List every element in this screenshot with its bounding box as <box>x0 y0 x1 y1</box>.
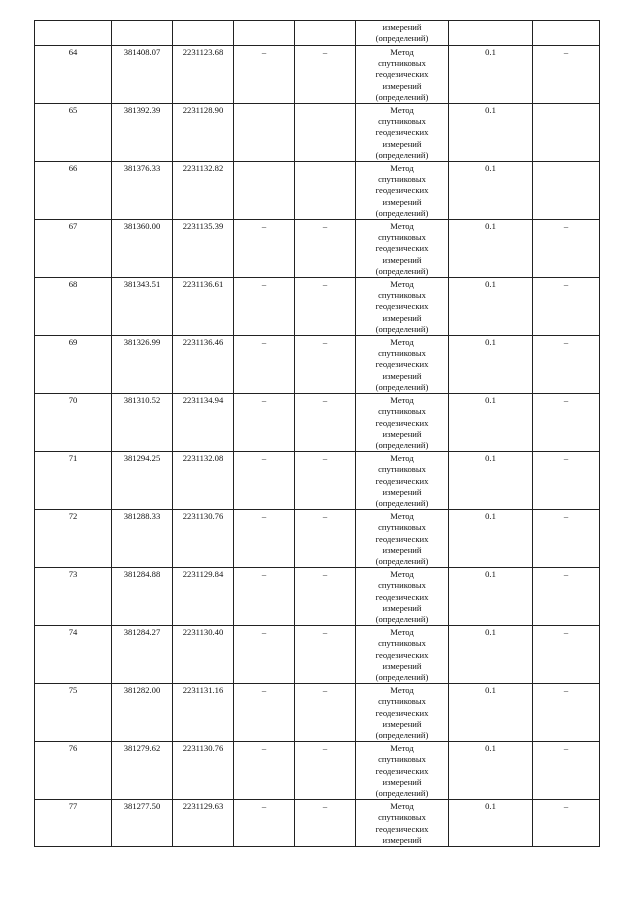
cell-col5 <box>295 21 356 46</box>
cell-method <box>356 394 449 452</box>
method-line: (определений) <box>375 381 429 392</box>
cell-y: 2231131.16 <box>173 684 234 742</box>
cell-col4: – <box>234 452 295 510</box>
method-line: измерений <box>382 660 422 671</box>
cell-accuracy: 0.1 <box>449 278 533 336</box>
cell-point-number: 74 <box>35 626 112 684</box>
method-line: геодезических <box>375 359 429 370</box>
cell-col5: – <box>295 510 356 568</box>
cell-x: 381279.62 <box>112 742 173 800</box>
cell-y: 2231130.76 <box>173 742 234 800</box>
method-line: (определений) <box>375 555 429 566</box>
cell-method <box>356 452 449 510</box>
method-line: измерений <box>382 312 422 323</box>
cell-point-number: 67 <box>35 220 112 278</box>
method-line: спутниковых <box>378 696 426 707</box>
cell-col8: – <box>533 800 600 847</box>
cell-col4 <box>234 104 295 162</box>
cell-x: 381408.07 <box>112 46 173 104</box>
cell-col4: – <box>234 46 295 104</box>
cell-col8: – <box>533 336 600 394</box>
cell-point-number: 68 <box>35 278 112 336</box>
method-line: геодезических <box>375 765 429 776</box>
cell-accuracy: 0.1 <box>449 452 533 510</box>
method-line: спутниковых <box>378 174 426 185</box>
cell-col4 <box>234 21 295 46</box>
method-line: Метод <box>390 685 414 696</box>
cell-x: 381392.39 <box>112 104 173 162</box>
cell-col8: – <box>533 278 600 336</box>
method-line: геодезических <box>375 127 429 138</box>
method-line: спутниковых <box>378 464 426 475</box>
cell-method <box>356 800 449 847</box>
method-line: спутниковых <box>378 116 426 127</box>
method-line: Метод <box>390 511 414 522</box>
cell-point-number: 77 <box>35 800 112 847</box>
cell-x: 381310.52 <box>112 394 173 452</box>
cell-col8 <box>533 104 600 162</box>
method-line: (определений) <box>375 788 429 798</box>
method-line: спутниковых <box>378 348 426 359</box>
method-line: (определений) <box>375 613 429 624</box>
method-line: измерений <box>382 428 422 439</box>
method-line: Метод <box>390 627 414 638</box>
method-line: Метод <box>390 221 414 232</box>
cell-point-number: 71 <box>35 452 112 510</box>
cell-col5: – <box>295 452 356 510</box>
cell-accuracy: 0.1 <box>449 336 533 394</box>
table-row <box>35 684 600 742</box>
cell-col4: – <box>234 800 295 847</box>
method-line: измерений <box>382 834 422 845</box>
method-line: спутниковых <box>378 638 426 649</box>
method-line: геодезических <box>375 185 429 196</box>
method-line: (определений) <box>375 439 429 450</box>
cell-col4: – <box>234 626 295 684</box>
cell-point-number: 73 <box>35 568 112 626</box>
method-line: спутниковых <box>378 754 426 765</box>
cell-col8: – <box>533 626 600 684</box>
cell-col8 <box>533 21 600 46</box>
table-row <box>35 394 600 452</box>
method-line: Метод <box>390 395 414 406</box>
cell-accuracy: 0.1 <box>449 568 533 626</box>
cell-accuracy: 0.1 <box>449 800 533 847</box>
method-line: (определений) <box>375 323 429 334</box>
cell-col8: – <box>533 510 600 568</box>
cell-accuracy: 0.1 <box>449 220 533 278</box>
cell-x: 381360.00 <box>112 220 173 278</box>
method-line: геодезических <box>375 475 429 486</box>
table-row <box>35 626 600 684</box>
method-line: (определений) <box>375 33 429 44</box>
cell-accuracy: 0.1 <box>449 394 533 452</box>
cell-point-number: 64 <box>35 46 112 104</box>
cell-col4: – <box>234 336 295 394</box>
method-line: Метод <box>390 47 414 57</box>
method-line: измерений <box>382 370 422 381</box>
method-line: геодезических <box>375 649 429 660</box>
cell-point-number: 65 <box>35 104 112 162</box>
table-row <box>35 800 600 847</box>
table-row <box>35 46 600 104</box>
cell-method <box>356 336 449 394</box>
method-line: спутниковых <box>378 580 426 591</box>
method-line: Метод <box>390 337 414 348</box>
cell-col8: – <box>533 394 600 452</box>
cell-y: 2231132.08 <box>173 452 234 510</box>
cell-x: 381343.51 <box>112 278 173 336</box>
cell-x: 381284.27 <box>112 626 173 684</box>
cell-col8: – <box>533 46 600 104</box>
cell-x: 381288.33 <box>112 510 173 568</box>
method-line: геодезических <box>375 417 429 428</box>
cell-x: 381277.50 <box>112 800 173 847</box>
cell-col4: – <box>234 278 295 336</box>
cell-col5 <box>295 104 356 162</box>
method-line: Метод <box>390 743 414 754</box>
cell-col5: – <box>295 568 356 626</box>
table-row <box>35 452 600 510</box>
cell-y: 2231130.40 <box>173 626 234 684</box>
cell-col5: – <box>295 742 356 800</box>
method-line: спутниковых <box>378 232 426 243</box>
table-row <box>35 278 600 336</box>
method-line: геодезических <box>375 591 429 602</box>
cell-method <box>356 626 449 684</box>
cell-col8: – <box>533 452 600 510</box>
method-line: Метод <box>390 453 414 464</box>
cell-method <box>356 162 449 220</box>
method-line: Метод <box>390 163 414 174</box>
continued-row <box>35 21 600 46</box>
cell-col8 <box>533 162 600 220</box>
cell-col5: – <box>295 220 356 278</box>
cell-col8: – <box>533 568 600 626</box>
cell-y: 2231135.39 <box>173 220 234 278</box>
method-line: измерений <box>382 254 422 265</box>
cell-method <box>356 568 449 626</box>
cell-accuracy: 0.1 <box>449 104 533 162</box>
cell-y: 2231134.94 <box>173 394 234 452</box>
cell-point-number: 76 <box>35 742 112 800</box>
cell-method <box>356 742 449 800</box>
cell-col4 <box>234 162 295 220</box>
cell-x: 381376.33 <box>112 162 173 220</box>
table-row <box>35 104 600 162</box>
cell-x <box>112 21 173 46</box>
cell-y: 2231123.68 <box>173 46 234 104</box>
method-line: (определений) <box>375 497 429 508</box>
method-line: (определений) <box>375 91 429 102</box>
method-line: Метод <box>390 105 414 116</box>
cell-point-number <box>35 21 112 46</box>
cell-accuracy: 0.1 <box>449 742 533 800</box>
method-line: (определений) <box>375 207 429 218</box>
method-line: Метод <box>390 801 414 812</box>
cell-method <box>356 21 449 46</box>
cell-y <box>173 21 234 46</box>
method-line: спутниковых <box>378 406 426 417</box>
cell-y: 2231136.46 <box>173 336 234 394</box>
cell-accuracy: 0.1 <box>449 510 533 568</box>
method-line: спутниковых <box>378 522 426 533</box>
method-line: измерений <box>382 602 422 613</box>
cell-point-number: 66 <box>35 162 112 220</box>
cell-col4: – <box>234 742 295 800</box>
cell-method <box>356 510 449 568</box>
cell-col4: – <box>234 510 295 568</box>
cell-x: 381282.00 <box>112 684 173 742</box>
cell-point-number: 72 <box>35 510 112 568</box>
cell-point-number: 75 <box>35 684 112 742</box>
cell-col8: – <box>533 684 600 742</box>
cell-x: 381326.99 <box>112 336 173 394</box>
method-line: (определений) <box>375 265 429 276</box>
cell-x: 381294.25 <box>112 452 173 510</box>
cell-col4: – <box>234 568 295 626</box>
method-line: геодезических <box>375 823 429 834</box>
method-line: геодезических <box>375 707 429 718</box>
cell-y: 2231129.84 <box>173 568 234 626</box>
table-row <box>35 510 600 568</box>
method-line: геодезических <box>375 533 429 544</box>
method-line: Метод <box>390 569 414 580</box>
cell-y: 2231130.76 <box>173 510 234 568</box>
cell-y: 2231132.82 <box>173 162 234 220</box>
cell-col5: – <box>295 278 356 336</box>
cell-point-number: 69 <box>35 336 112 394</box>
method-line: геодезических <box>375 301 429 312</box>
table-body <box>35 21 600 847</box>
method-line: Метод <box>390 279 414 290</box>
method-line: (определений) <box>375 729 429 740</box>
cell-accuracy <box>449 21 533 46</box>
cell-col5: – <box>295 684 356 742</box>
cell-method <box>356 220 449 278</box>
cell-accuracy: 0.1 <box>449 684 533 742</box>
method-line: спутниковых <box>378 58 426 69</box>
cell-col5: – <box>295 626 356 684</box>
cell-y: 2231129.63 <box>173 800 234 847</box>
method-line: геодезических <box>375 69 429 80</box>
method-line: спутниковых <box>378 290 426 301</box>
method-line: измерений <box>382 22 422 32</box>
table-row <box>35 220 600 278</box>
cell-col5: – <box>295 46 356 104</box>
table-row <box>35 162 600 220</box>
method-line: измерений <box>382 196 422 207</box>
cell-col8: – <box>533 742 600 800</box>
method-line: (определений) <box>375 149 429 160</box>
coordinates-table <box>34 20 600 847</box>
cell-x: 381284.88 <box>112 568 173 626</box>
method-line: измерений <box>382 138 422 149</box>
cell-col4: – <box>234 394 295 452</box>
cell-point-number: 70 <box>35 394 112 452</box>
cell-col8: – <box>533 220 600 278</box>
method-line: (определений) <box>375 671 429 682</box>
cell-accuracy: 0.1 <box>449 46 533 104</box>
cell-accuracy: 0.1 <box>449 626 533 684</box>
table-row <box>35 336 600 394</box>
method-line: геодезических <box>375 243 429 254</box>
cell-col5: – <box>295 394 356 452</box>
method-line: спутниковых <box>378 812 426 823</box>
cell-col4: – <box>234 684 295 742</box>
cell-y: 2231128.90 <box>173 104 234 162</box>
table-row <box>35 568 600 626</box>
cell-accuracy: 0.1 <box>449 162 533 220</box>
cell-y: 2231136.61 <box>173 278 234 336</box>
method-line: измерений <box>382 486 422 497</box>
cell-method <box>356 46 449 104</box>
method-line: измерений <box>382 776 422 787</box>
table-row <box>35 742 600 800</box>
method-line: измерений <box>382 544 422 555</box>
cell-col5: – <box>295 336 356 394</box>
method-line: измерений <box>382 718 422 729</box>
cell-col4: – <box>234 220 295 278</box>
cell-method <box>356 684 449 742</box>
cell-col5: – <box>295 800 356 847</box>
method-line: измерений <box>382 80 422 91</box>
cell-method <box>356 104 449 162</box>
cell-col5 <box>295 162 356 220</box>
cell-method <box>356 278 449 336</box>
